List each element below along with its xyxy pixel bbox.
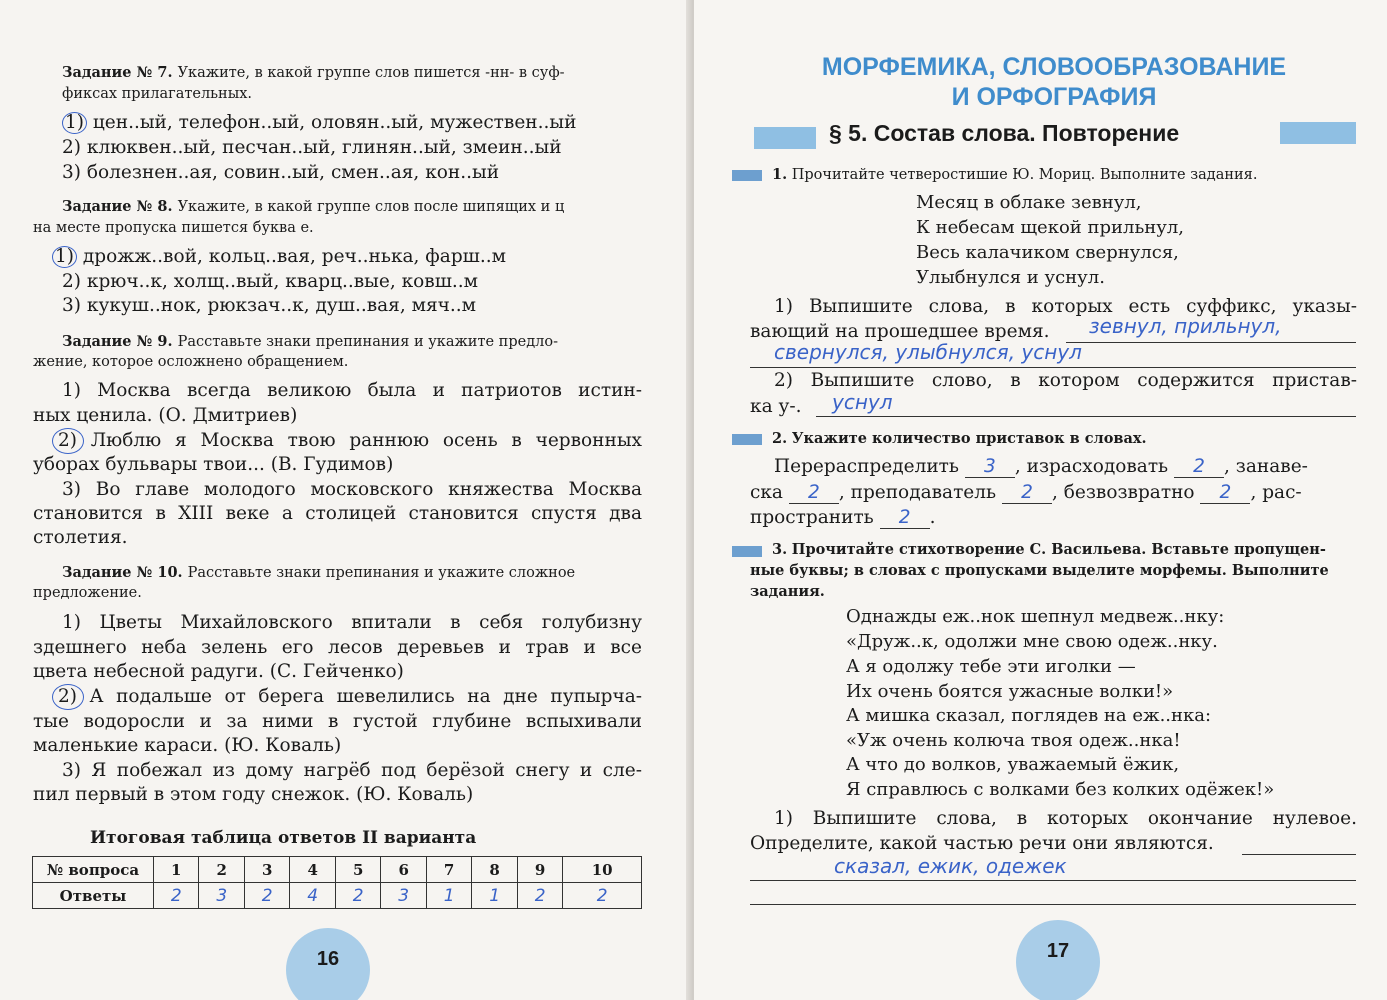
poem-line: Улыбнулся и уснул. <box>916 267 1105 288</box>
option-text: крюч..к, холщ..вый, кварц..вые, ковш..м <box>86 271 479 292</box>
task8-option-1 <box>52 244 506 269</box>
task7-title: Задание № 7. <box>62 64 173 81</box>
task10-prompt-cont: предложение. <box>33 585 142 601</box>
word: израсходовать <box>1026 456 1169 477</box>
question-number: 5 <box>335 857 380 883</box>
poem-line: А я одолжу тебе эти иголки — <box>846 656 1136 677</box>
task10-heading-cont <box>33 582 142 604</box>
answer-line <box>750 882 1356 905</box>
q3-heading <box>772 539 1358 561</box>
right-page <box>694 0 1387 1000</box>
question-number: 1 <box>154 857 199 883</box>
answer-cell: 2 <box>563 883 642 909</box>
task10-line: тые водоросли и за ними в густой глубине вспыхивали <box>33 711 642 732</box>
q1-number: 1. <box>772 166 788 183</box>
task8-prompt: Укажите, в какой группе слов после шипящих и ц <box>177 199 565 215</box>
task10-line: маленькие караси. (Ю. Коваль) <box>33 735 342 756</box>
option-number: 2) <box>62 137 81 158</box>
q3-task1-line2: Определите, какой частью речи они являются. <box>750 833 1214 854</box>
q3-heading-cont2 <box>750 581 825 603</box>
task9-line: 3) Во главе молодого московского княжества Москва <box>62 479 642 500</box>
task10-heading <box>62 562 642 584</box>
chapter-title-line2: И ОРФОГРАФИЯ <box>951 83 1157 111</box>
poem-line: Я справлюсь с волками без колких одёжек!» <box>846 779 1275 800</box>
task8-title: Задание № 8. <box>62 198 173 215</box>
handwritten-answer: свернулся, улыбнулся, уснул <box>774 340 1082 364</box>
handwritten-answer: сказал, ежик, одежек <box>834 854 1067 878</box>
page-number: 16 <box>286 928 370 1000</box>
answers-table <box>32 856 642 909</box>
question-marker <box>732 434 762 445</box>
task10-answer-circle <box>52 684 84 710</box>
task7-heading-cont <box>62 83 252 105</box>
option-number-circled: 1) <box>52 246 77 268</box>
task10-line: здешнего неба зелень его лесов деревьев и трав и все <box>33 637 642 658</box>
task9-line: ных ценила. (О. Дмитриев) <box>33 405 298 426</box>
q3-prompt-cont2: задания. <box>750 583 825 600</box>
question-marker <box>732 170 762 181</box>
handwritten-answer: уснул <box>832 390 893 414</box>
task10-line-circled: 2) А подальше от берега шевелились на дне пупырча- <box>58 686 642 707</box>
left-page <box>0 0 690 1000</box>
word: преподаватель <box>850 482 997 503</box>
task8-option-2 <box>62 269 478 294</box>
answer-cell: 2 <box>244 883 289 909</box>
task10-line: 1) Цветы Михайловского впитали в себя голубизну <box>62 612 642 633</box>
q1-task2-line2: ка у-. <box>750 396 802 417</box>
question-number: 6 <box>381 857 426 883</box>
q2-number: 2. <box>772 430 788 447</box>
q3-prompt-cont: ные буквы; в словах с пропусками выделите морфемы. Выполните <box>750 562 1329 579</box>
poem-line: Месяц в облаке зевнул, <box>916 192 1142 213</box>
q2-words-line2: ска 2 , преподаватель 2 , безвозвратно 2 , рас- <box>750 482 1302 503</box>
answer-line <box>816 394 1356 417</box>
q2-prompt: Укажите количество приставок в словах. <box>791 430 1147 447</box>
q3-number: 3. <box>772 541 788 558</box>
task9-answer-circle <box>52 428 84 454</box>
task9-line: становится в XIII веке а столицей становится спустя два <box>33 503 642 524</box>
poem-line: Весь калачиком свернулся, <box>916 242 1179 263</box>
answer-cell: 2 <box>335 883 380 909</box>
section-bar-left <box>754 127 816 149</box>
section-title: § 5. Состав слова. Повторение <box>829 120 1180 146</box>
question-number: 4 <box>290 857 335 883</box>
answer-blank: 2 <box>880 508 930 529</box>
q2-words-line3: пространить 2 . <box>750 507 936 528</box>
q2-heading <box>772 428 1147 450</box>
answer-blank: 2 <box>789 483 839 504</box>
answer-cell: 4 <box>290 883 335 909</box>
q3-prompt: Прочитайте стихотворение С. Васильева. Вставьте пропущен- <box>791 541 1326 558</box>
table-row <box>33 857 642 883</box>
task8-prompt-cont: на месте пропуска пишется буква е. <box>33 220 314 236</box>
section-bar-right <box>1280 122 1356 144</box>
q1-prompt: Прочитайте четверостишие Ю. Мориц. Выполните задания. <box>791 167 1258 183</box>
task9-heading-cont <box>33 351 348 373</box>
task9-prompt-cont: жение, которое осложнено обращением. <box>33 354 349 370</box>
answer-blank: 2 <box>1200 483 1250 504</box>
q1-task1-line2: вающий на прошедшее время. <box>750 321 1050 342</box>
task8-option-3 <box>62 293 476 318</box>
answer-blank: 2 <box>1002 483 1052 504</box>
option-text: болезнен..ая, совин..ый, смен..ая, кон..ый <box>86 162 500 183</box>
q3-task1-line: 1) Выпишите слова, в которых окончание нулевое. <box>774 808 1357 829</box>
option-number: 2) <box>62 271 81 292</box>
word: пространить <box>750 507 874 528</box>
task9-heading <box>62 331 642 353</box>
q1-heading <box>772 164 1257 186</box>
word: ска <box>750 482 783 503</box>
task7-heading <box>62 62 642 84</box>
table-row <box>33 883 642 909</box>
question-number: 9 <box>517 857 562 883</box>
chapter-title: МОРФЕМИКА, СЛОВООБРАЗОВАНИЕ <box>821 53 1287 81</box>
poem-line: Их очень боятся ужасные волки!» <box>846 681 1174 702</box>
task7-option-2 <box>62 135 562 160</box>
answer-cell: 2 <box>154 883 199 909</box>
task9-line-circled: 2) Люблю я Москва твою раннюю осень в червонных <box>58 430 642 451</box>
q1-task1-line: 1) Выпишите слова, в которых есть суффикс, указы- <box>774 296 1357 317</box>
task10-line: 3) Я побежал из дому нагрёб под берёзой снегу и сле- <box>62 760 642 781</box>
option-text: кукуш..нок, рюкзач..к, душ..вая, мяч..м <box>86 295 477 316</box>
poem-line: «Друж..к, одолжи мне свою одеж..нку. <box>846 631 1218 652</box>
poem-line: А что до волков, уважаемый ёжик, <box>846 754 1180 775</box>
question-number: 8 <box>472 857 517 883</box>
poem-line: А мишка сказал, поглядев на еж..нка: <box>846 705 1212 726</box>
task7-prompt-cont: фиксах прилагательных. <box>62 86 253 102</box>
answer-cell: 3 <box>381 883 426 909</box>
poem-line: К небесам щекой прильнул, <box>916 217 1185 238</box>
task10-line: пил первый в этом году снежок. (Ю. Коваль) <box>33 784 474 805</box>
task7-option-1 <box>62 110 576 135</box>
poem-line: Однажды еж..нок шепнул медвеж..нку: <box>846 606 1225 627</box>
question-number: 2 <box>199 857 244 883</box>
task9-line: столетия. <box>33 527 128 548</box>
task9-line: 1) Москва всегда великою была и патриотов истин- <box>62 380 642 401</box>
answer-line <box>1242 832 1356 855</box>
row-label: Ответы <box>33 883 154 909</box>
answers-table-title: Итоговая таблица ответов II варианта <box>90 828 477 848</box>
q2-words-line1: Перераспределить 3 , израсходовать 2 , занаве- <box>774 456 1308 477</box>
task10-prompt: Расставьте знаки препинания и укажите сложное <box>187 565 576 581</box>
answer-blank: 2 <box>1174 457 1224 478</box>
answer-cell: 1 <box>472 883 517 909</box>
word: занаве- <box>1235 456 1308 477</box>
row-label: № вопроса <box>33 857 154 883</box>
q1-task2-line: 2) Выпишите слово, в котором содержится пристав- <box>774 370 1357 391</box>
task8-heading <box>62 196 642 218</box>
task7-option-3 <box>62 160 499 185</box>
word: рас- <box>1262 482 1302 503</box>
task10-title: Задание № 10. <box>62 564 183 581</box>
task10-line: цвета небесной радуги. (С. Гейченко) <box>33 661 404 682</box>
task9-title: Задание № 9. <box>62 333 173 350</box>
option-text: дрожж..вой, кольц..вая, реч..нька, фарш..м <box>82 246 507 267</box>
task7-prompt: Укажите, в какой группе слов пишется -нн- в суф- <box>177 65 565 81</box>
task9-prompt: Расставьте знаки препинания и укажите предло- <box>177 334 558 350</box>
question-number: 7 <box>426 857 471 883</box>
option-text: цен..ый, телефон..ый, оловян..ый, мужествен..ый <box>92 112 577 133</box>
option-number-circled: 1) <box>62 112 87 134</box>
option-number: 3) <box>62 162 81 183</box>
page-number: 17 <box>1016 920 1100 1000</box>
handwritten-answer: зевнул, прильнул, <box>1089 314 1282 338</box>
task8-heading-cont <box>33 217 314 239</box>
answer-blank: 3 <box>965 457 1015 478</box>
task9-line: уборах бульвары твои... (В. Гудимов) <box>33 454 394 475</box>
poem-line: «Уж очень колюча твоя одеж..нка! <box>846 730 1181 751</box>
word: безвозвратно <box>1063 482 1195 503</box>
question-marker <box>732 546 762 557</box>
q3-heading-cont <box>750 560 1329 582</box>
answer-cell: 3 <box>199 883 244 909</box>
answer-cell: 1 <box>426 883 471 909</box>
option-number: 3) <box>62 295 81 316</box>
question-number: 3 <box>244 857 289 883</box>
word: Перераспределить <box>774 456 959 477</box>
answer-cell: 2 <box>517 883 562 909</box>
option-text: клюквен..ый, песчан..ый, глинян..ый, змеин..ый <box>86 137 562 158</box>
question-number: 10 <box>563 857 642 883</box>
